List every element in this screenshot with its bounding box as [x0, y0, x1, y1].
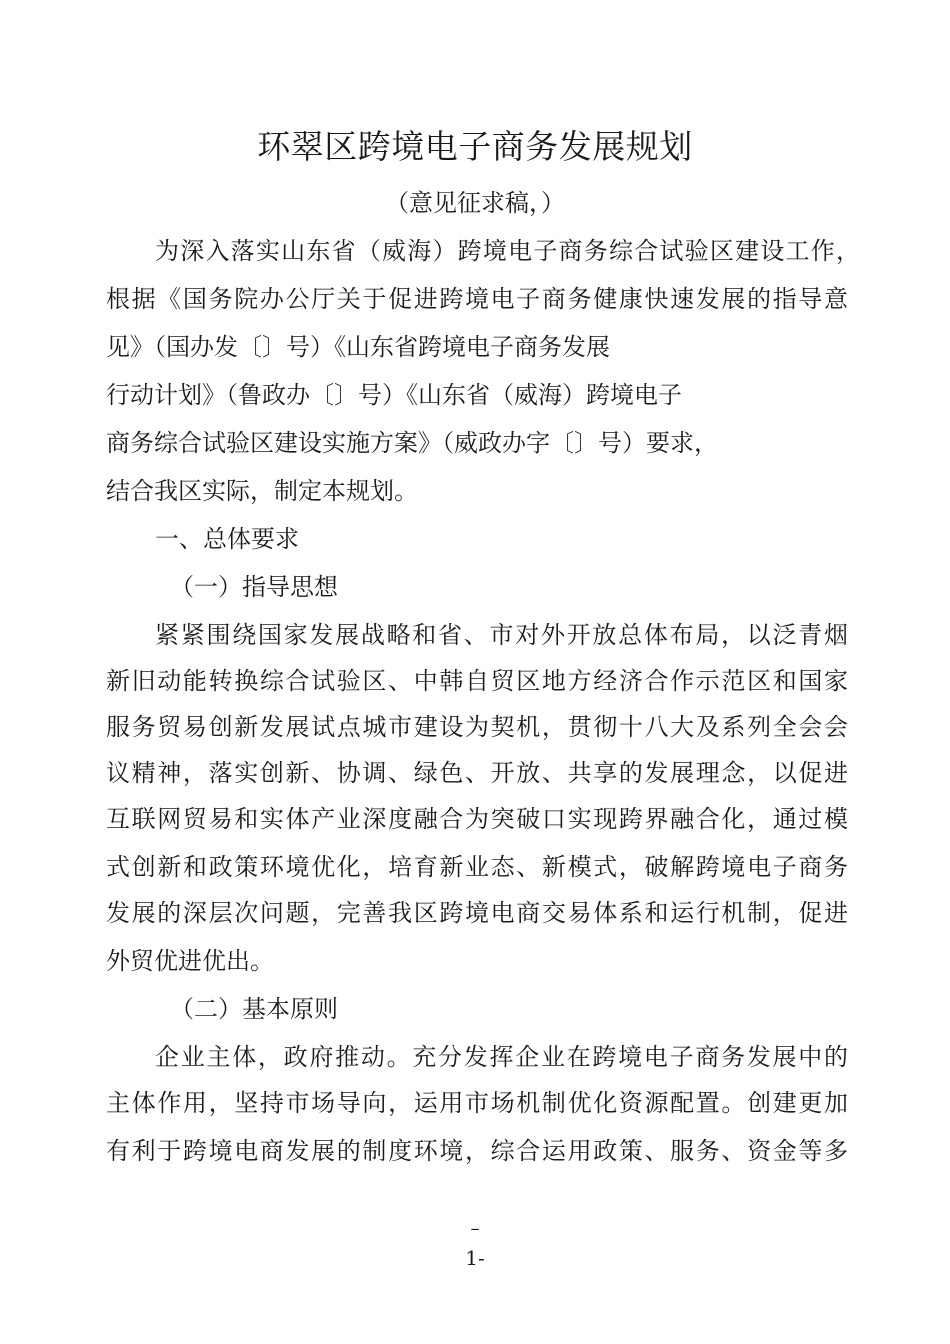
intro-line-4: 行动计划》（鲁政办〔〕号）《山东省（威海）跨境电子: [106, 381, 682, 409]
page-number: 1-: [465, 1246, 485, 1270]
footer-dash: –: [470, 1218, 480, 1239]
subsection-heading-1: （一）指导思想: [170, 573, 338, 601]
document-subtitle: （意见征求稿，）: [385, 189, 565, 217]
guiding-line-6: 式创新和政策环境优化，培育新业态、新模式，破解跨境电子商务: [106, 853, 848, 881]
intro-line-1: 为深入落实山东省（威海）跨境电子商务综合试验区建设工作，: [155, 237, 860, 265]
intro-line-5: 商务综合试验区建设实施方案》（威政办字〔〕号）要求，: [106, 429, 718, 457]
section-heading-1: 一、总体要求: [155, 525, 299, 553]
guiding-line-1: 紧紧围绕国家发展战略和省、市对外开放总体布局，以泛青烟: [155, 621, 848, 649]
principle-line-1: 企业主体，政府推动。充分发挥企业在跨境电子商务发展中的: [155, 1043, 848, 1071]
guiding-line-7: 发展的深层次问题，完善我区跨境电商交易体系和运行机制，促进: [106, 899, 848, 927]
intro-line-2: 根据《国务院办公厅关于促进跨境电子商务健康快速发展的指导意: [106, 285, 848, 313]
guiding-line-3: 服务贸易创新发展试点城市建设为契机，贯彻十八大及系列全会会: [106, 713, 848, 741]
guiding-line-4: 议精神，落实创新、协调、绿色、开放、共享的发展理念，以促进: [106, 759, 848, 787]
subsection-heading-2: （二）基本原则: [170, 995, 338, 1023]
document-title: 环翠区跨境电子商务发展规划: [257, 127, 693, 166]
intro-line-3: 见》（国办发〔〕号）《山东省跨境电子商务发展: [106, 333, 610, 361]
guiding-line-2: 新旧动能转换综合试验区、中韩自贸区地方经济合作示范区和国家: [106, 667, 848, 695]
guiding-line-5: 互联网贸易和实体产业深度融合为突破口实现跨界融合化，通过模: [106, 805, 848, 833]
intro-line-6: 结合我区实际，制定本规划。: [106, 477, 418, 505]
principle-line-3: 有利于跨境电商发展的制度环境，综合运用政策、服务、资金等多: [106, 1137, 848, 1165]
guiding-line-8: 外贸优进优出。: [106, 947, 274, 975]
principle-line-2: 主体作用，坚持市场导向，运用市场机制优化资源配置。创建更加: [106, 1089, 848, 1117]
